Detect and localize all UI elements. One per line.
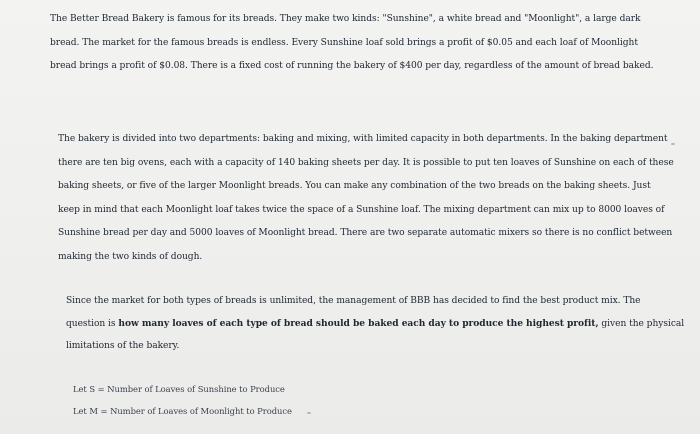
intro-line-3: bread brings a profit of $0.08. There is a fixed cost of running the bakery of $400 per day, regardless of the amount of bread baked. [50, 61, 654, 71]
intro-line-2: bread. The market for the famous breads is endless. Every Sunshine loaf sold brings a profit of $0.05 and each loaf of Moonlight [50, 37, 638, 48]
departments-line-6: making the two kinds of dough. [58, 251, 203, 262]
departments-line-1: The bakery is divided into two departments: baking and mixing, with limited capacity in both departments. In the baking department [58, 134, 668, 144]
departments-line-3: baking sheets, or five of the larger Moonlight breads. You can make any combination of the two breads on the baking sheets. Just [58, 181, 651, 192]
question-emphasis: how many loaves of each type of bread should be baked each day to produce the highest profit, [118, 317, 599, 329]
question-line-1: Since the market for both types of breads is unlimited, the management of BBB has decided to find the best product mix. The [66, 296, 641, 306]
question-suffix: given the physical [598, 318, 685, 329]
departments-paragraph [58, 128, 674, 270]
departments-line-4: keep in mind that each Moonlight loaf takes twice the space of a Sunshine loaf. The mixing department can mix up to 8000 loaves of [58, 204, 665, 215]
question-line-2 [66, 313, 685, 336]
definition-m: Let M = Number of Loaves of Moonlight to Produce [73, 406, 292, 416]
question-prefix: question is [66, 318, 119, 329]
variable-definitions [73, 378, 373, 422]
question-paragraph [66, 290, 685, 358]
departments-line-2: there are ten big ovens, each with a capacity of 140 baking sheets per day. It is possible to put ten loaves of Sunshine on each of these [58, 157, 674, 168]
margin-marker-top [671, 143, 675, 145]
margin-marker-bottom [307, 412, 311, 414]
intro-paragraph [50, 8, 672, 79]
question-line-3: limitations of the bakery. [66, 341, 180, 351]
intro-line-1: The Better Bread Bakery is famous for its breads. They make two kinds: "Sunshine", a white bread and "Moonlight", a large dark [50, 14, 641, 24]
definition-s: Let S = Number of Loaves of Sunshine to Produce [73, 384, 285, 394]
departments-line-5: Sunshine bread per day and 5000 loaves of Moonlight bread. There are two separate automatic mixers so there is no conflict between [58, 228, 673, 239]
